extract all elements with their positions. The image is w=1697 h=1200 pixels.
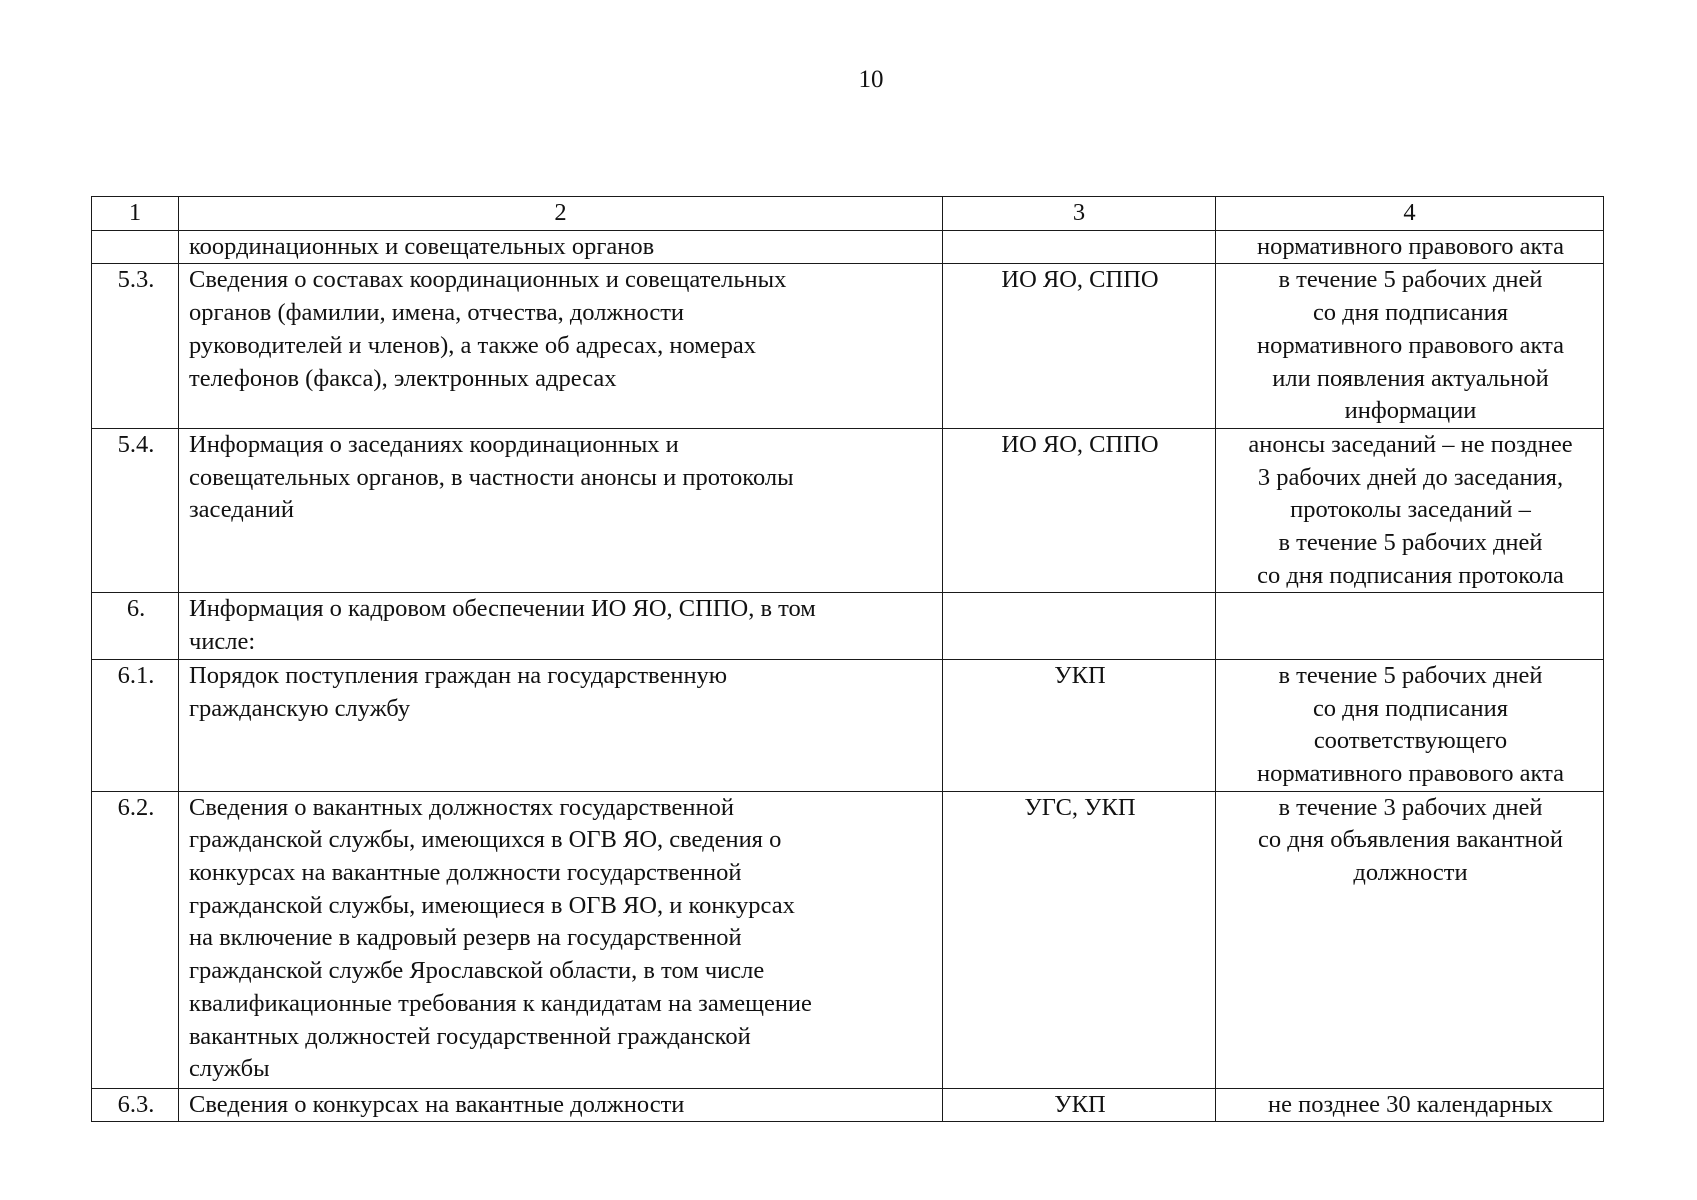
description-line: Сведения о конкурсах на вакантные должности	[189, 1090, 685, 1118]
deadline-line: или появления актуальной	[1272, 364, 1549, 392]
row-description	[179, 593, 943, 659]
description-line: Порядок поступления граждан на государственную	[189, 661, 728, 689]
deadline-line: анонсы заседаний – не позднее	[1248, 430, 1573, 458]
deadline-line: нормативного правового акта	[1256, 232, 1565, 260]
row-responsible: ИО ЯО, СППО	[943, 428, 1216, 593]
description-line: числе:	[189, 628, 256, 656]
deadline-line: нормативного правового акта	[1256, 759, 1565, 787]
deadline-line: соответствующего	[1313, 727, 1508, 755]
header-cell: 2	[179, 197, 943, 231]
description-line: вакантных должностей государственной гражданской	[189, 1022, 751, 1050]
row-deadline	[1216, 791, 1604, 1088]
disclosure-table	[91, 196, 1604, 1122]
header-cell: 4	[1216, 197, 1604, 231]
deadline-line: в течение 5 рабочих дней	[1278, 529, 1543, 557]
description-line: службы	[189, 1055, 270, 1083]
row-number: 6.2.	[92, 791, 179, 1088]
row-responsible: УКП	[943, 1088, 1216, 1122]
deadline-line: информации	[1344, 397, 1477, 425]
deadline-line: 3 рабочих дней до заседания,	[1257, 463, 1564, 491]
row-number: 6.1.	[92, 659, 179, 791]
deadline-line: должности	[1353, 859, 1468, 887]
row-responsible	[943, 593, 1216, 659]
description-line: на включение в кадровый резерв на государственной	[189, 924, 742, 952]
description-line: Сведения о составах координационных и совещательных	[189, 266, 787, 294]
description-line: Сведения о вакантных должностях государственной	[189, 793, 734, 821]
description-line: Информация о кадровом обеспечении ИО ЯО, СППО, в том	[189, 595, 816, 623]
row-number	[92, 230, 179, 264]
deadline-line: со дня подписания протокола	[1257, 561, 1564, 589]
row-deadline	[1216, 593, 1604, 659]
table-header-row	[92, 197, 1604, 231]
row-description	[179, 230, 943, 264]
row-number: 6.3.	[92, 1088, 179, 1122]
deadline-line: в течение 3 рабочих дней	[1278, 793, 1543, 821]
table-row	[92, 791, 1604, 1088]
description-line: гражданской службы, имеющиеся в ОГВ ЯО, и конкурсах	[189, 891, 795, 919]
table-row	[92, 264, 1604, 429]
description-line: заседаний	[189, 496, 294, 524]
description-line: конкурсах на вакантные должности государственной	[189, 859, 742, 887]
header-cell: 3	[943, 197, 1216, 231]
description-line: координационных и совещательных органов	[189, 232, 655, 260]
table-row	[92, 659, 1604, 791]
row-description	[179, 791, 943, 1088]
table-row	[92, 428, 1604, 593]
description-line: гражданской службе Ярославской области, в том числе	[189, 957, 765, 985]
row-responsible	[943, 230, 1216, 264]
row-number: 5.4.	[92, 428, 179, 593]
deadline-line: в течение 5 рабочих дней	[1278, 266, 1543, 294]
row-number: 6.	[92, 593, 179, 659]
row-deadline	[1216, 428, 1604, 593]
description-line: руководителей и членов), а также об адресах, номерах	[189, 331, 757, 359]
row-description	[179, 1088, 943, 1122]
row-deadline	[1216, 1088, 1604, 1122]
header-cell: 1	[92, 197, 179, 231]
page-number: 10	[858, 66, 884, 93]
description-line: квалификационные требования к кандидатам на замещение	[189, 989, 812, 1017]
row-deadline	[1216, 659, 1604, 791]
description-line: гражданской службы, имеющихся в ОГВ ЯО, сведения о	[189, 826, 782, 854]
description-line: совещательных органов, в частности анонсы и протоколы	[189, 463, 794, 491]
deadline-line: со дня подписания	[1312, 694, 1509, 722]
description-line: телефонов (факса), электронных адресах	[189, 364, 617, 392]
description-line: гражданскую службу	[189, 694, 411, 722]
deadline-line: протоколы заседаний –	[1290, 496, 1531, 524]
row-responsible: УГС, УКП	[943, 791, 1216, 1088]
table-row	[92, 230, 1604, 264]
row-responsible: УКП	[943, 659, 1216, 791]
table-row	[92, 593, 1604, 659]
deadline-line: со дня подписания	[1312, 299, 1509, 327]
row-description	[179, 659, 943, 791]
description-line: органов (фамилии, имена, отчества, должности	[189, 299, 685, 327]
deadline-line: со дня объявления вакантной	[1257, 826, 1564, 854]
row-deadline	[1216, 230, 1604, 264]
deadline-line: нормативного правового акта	[1256, 331, 1565, 359]
row-number: 5.3.	[92, 264, 179, 429]
deadline-line: в течение 5 рабочих дней	[1278, 661, 1543, 689]
row-description	[179, 428, 943, 593]
row-description	[179, 264, 943, 429]
deadline-line: не позднее 30 календарных	[1267, 1090, 1554, 1118]
row-responsible: ИО ЯО, СППО	[943, 264, 1216, 429]
row-deadline	[1216, 264, 1604, 429]
table-row	[92, 1088, 1604, 1122]
description-line: Информация о заседаниях координационных и	[189, 430, 679, 458]
